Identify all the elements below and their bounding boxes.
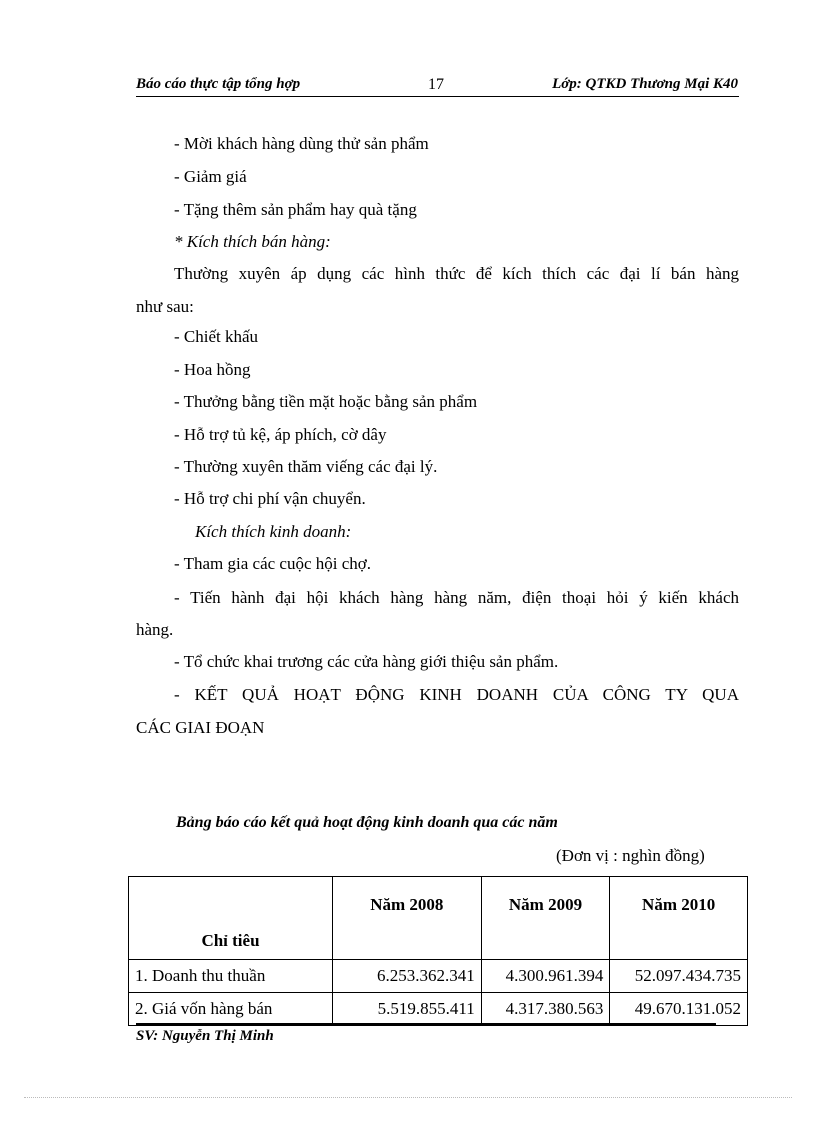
table-title: Bảng báo cáo kết quả hoạt động kinh doanh qua các năm	[176, 814, 558, 831]
business-results-table	[128, 876, 748, 1026]
header-report-title: Báo cáo thực tập tổng hợp	[136, 76, 301, 92]
section-heading: - KẾT QUẢ HOẠT ĐỘNG KINH DOANH CỦA CÔNG TY QUA	[174, 685, 739, 704]
section-heading: CÁC GIAI ĐOẠN	[136, 718, 265, 737]
list-item: - Hỗ trợ chi phí vận chuyển.	[174, 489, 366, 508]
table-cell: 49.670.131.052	[610, 993, 748, 1026]
list-item: - Hoa hồng	[174, 360, 251, 379]
paragraph-line: Thường xuyên áp dụng các hình thức để kích thích các đại lí bán hàng	[174, 264, 739, 283]
table-unit-note: (Đơn vị : nghìn đồng)	[556, 846, 705, 865]
list-item: - Chiết khấu	[174, 327, 259, 346]
column-header: Năm 2010	[610, 877, 748, 960]
column-header: Chỉ tiêu	[129, 877, 333, 960]
column-header: Năm 2009	[481, 877, 610, 960]
footer-student-name: SV: Nguyễn Thị Minh	[136, 1028, 274, 1044]
list-item: - Tham gia các cuộc hội chợ.	[174, 554, 372, 573]
page-number: 17	[428, 76, 444, 93]
list-item: - Thưởng bằng tiền mặt hoặc bằng sản phẩm	[174, 392, 478, 411]
table-cell: 5.519.855.411	[332, 993, 481, 1026]
table-row	[129, 993, 748, 1026]
table-cell: 4.300.961.394	[481, 960, 610, 993]
table-cell: 6.253.362.341	[332, 960, 481, 993]
sub-heading-sales-stimulus: * Kích thích bán hàng:	[174, 232, 331, 251]
list-item: - Hỗ trợ tủ kệ, áp phích, cờ dây	[174, 425, 387, 444]
list-item: - Mời khách hàng dùng thử sản phẩm	[174, 134, 429, 153]
row-label: 2. Giá vốn hàng bán	[129, 993, 333, 1026]
sub-heading-business-stimulus: Kích thích kinh doanh:	[195, 522, 352, 541]
header-class-name: Lớp: QTKD Thương Mại K40	[552, 76, 738, 92]
list-item: - Tặng thêm sản phẩm hay quà tặng	[174, 200, 417, 219]
table-cell: 4.317.380.563	[481, 993, 610, 1026]
list-item: - Thường xuyên thăm viếng các đại lý.	[174, 457, 438, 476]
paragraph-line: như sau:	[136, 297, 194, 316]
table-row	[129, 960, 748, 993]
paragraph-line: hàng.	[136, 620, 174, 639]
row-label: 1. Doanh thu thuần	[129, 960, 333, 993]
list-item: - Giảm giá	[174, 167, 247, 186]
list-item: - Tổ chức khai trương các cửa hàng giới thiệu sản phẩm.	[174, 652, 559, 671]
page-bottom-dotted-line	[24, 1097, 792, 1098]
table-cell: 52.097.434.735	[610, 960, 748, 993]
column-header: Năm 2008	[332, 877, 481, 960]
header-divider	[136, 96, 739, 97]
paragraph-line: - Tiến hành đại hội khách hàng hàng năm, điện thoại hỏi ý kiến khách	[174, 588, 739, 607]
table-header-row	[129, 877, 748, 960]
footer-divider	[136, 1023, 716, 1025]
